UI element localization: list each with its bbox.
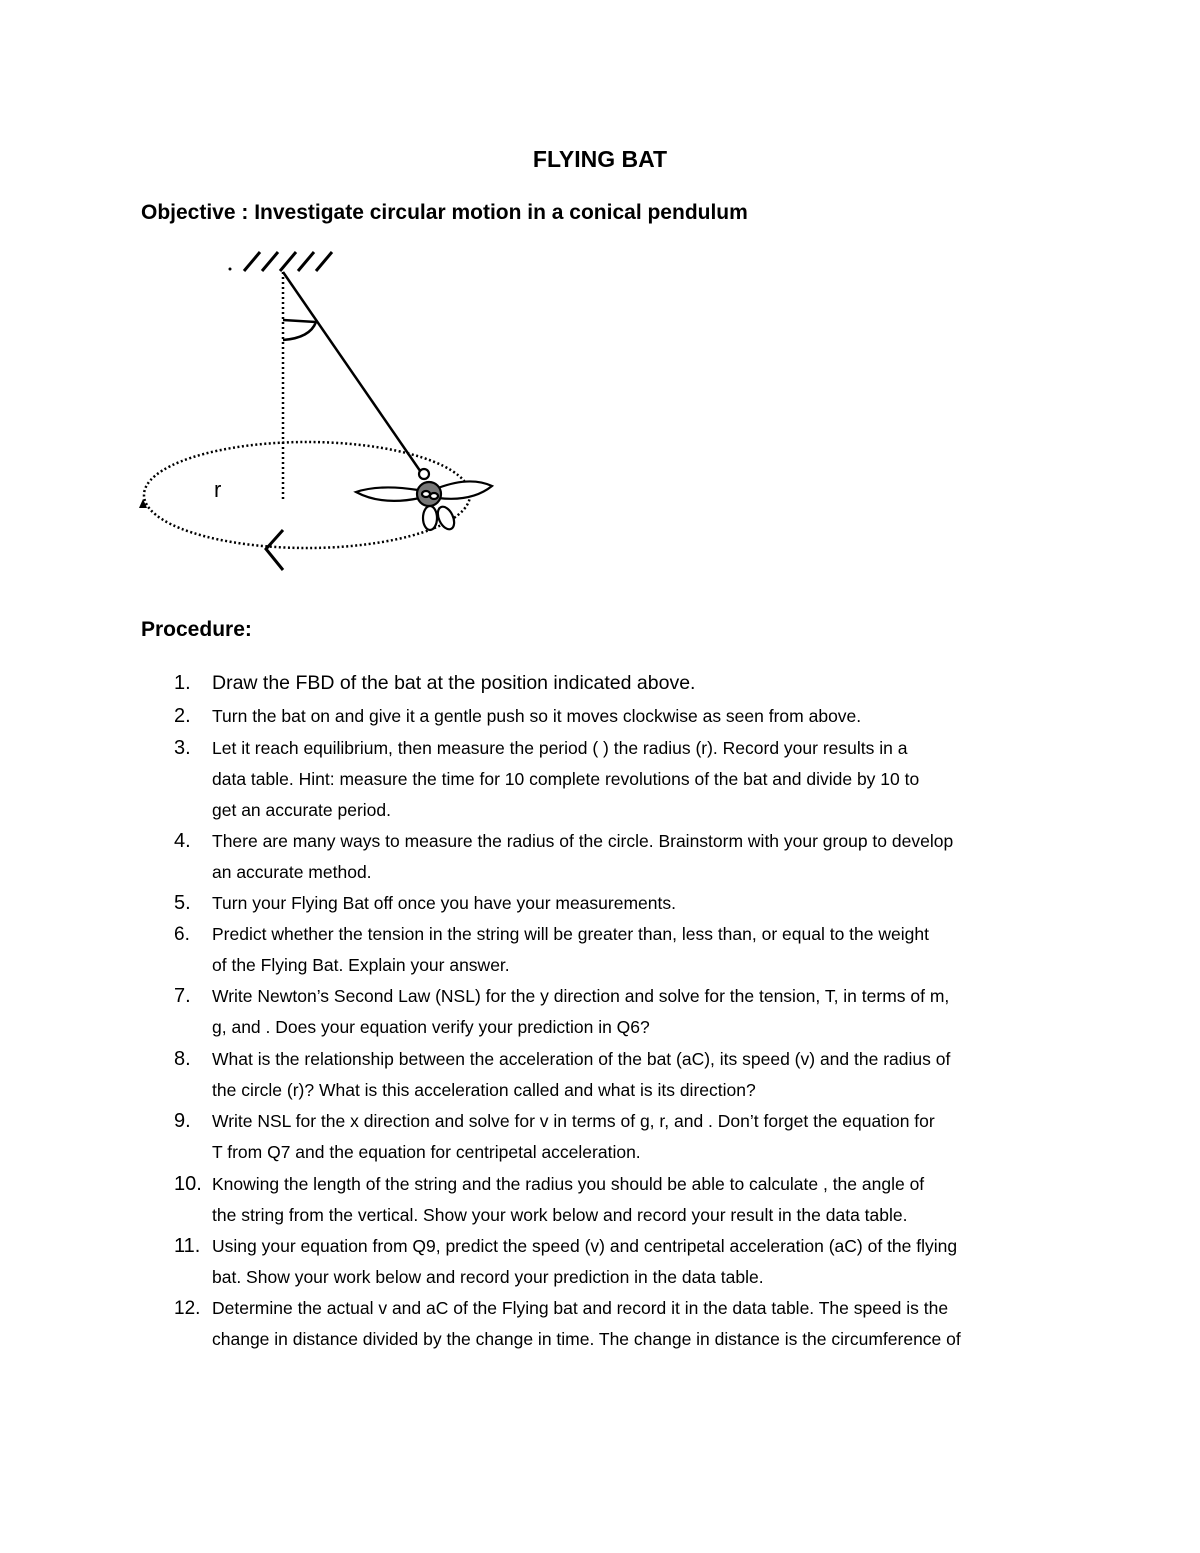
page-title: FLYING BAT bbox=[532, 146, 668, 172]
ceiling-hatch bbox=[229, 252, 333, 271]
radius-label: r bbox=[214, 477, 222, 502]
step-text: Predict whether the tension in the string will be greater than, less than, or equal to the weight of the Flying Bat. Explain your answer. bbox=[212, 924, 929, 975]
objective-heading: Objective : Investigate circular motion in a conical pendulum bbox=[141, 201, 748, 224]
step-number: 6. bbox=[174, 924, 190, 945]
conical-pendulum-diagram bbox=[120, 240, 520, 580]
procedure-heading: Procedure: bbox=[141, 618, 252, 641]
step-text: Let it reach equilibrium, then measure the period ( ) the radius (r). Record your results in a data table. Hint: measure the time for 10 complete revolutions of the bat and divide by 10 to get an accurate period. bbox=[212, 738, 920, 820]
step-text: Knowing the length of the string and the radius you should be able to calculate , the angle of the string from the vertical. Show your work below and record your result in the data table. bbox=[212, 1174, 925, 1225]
step-text: Draw the FBD of the bat at the position indicated above. bbox=[212, 672, 696, 694]
step-number: 12. bbox=[174, 1298, 201, 1319]
step-number: 4. bbox=[174, 830, 191, 852]
step-number: 3. bbox=[174, 737, 191, 759]
step-number: 9. bbox=[174, 1110, 191, 1132]
step-text: Determine the actual v and aC of the Flying bat and record it in the data table. The speed is the change in distance divided by the change in time. The change in distance is the circumference of bbox=[212, 1298, 961, 1349]
step-text: What is the relationship between the acceleration of the bat (aC), its speed (v) and the radius of the circle (r)? What is this acceleration called and what is its direction? bbox=[212, 1049, 951, 1100]
step-number: 7. bbox=[174, 985, 191, 1007]
step-text: Write NSL for the x direction and solve for v in terms of g, r, and . Don’t forget the equation for T from Q7 and the equation for centripetal acceleration. bbox=[212, 1111, 935, 1162]
step-number: 8. bbox=[174, 1048, 191, 1070]
bat-icon bbox=[356, 469, 492, 532]
step-text: Turn the bat on and give it a gentle push so it moves clockwise as seen from above. bbox=[212, 706, 862, 726]
step-number: 2. bbox=[174, 705, 191, 727]
step-text: There are many ways to measure the radius of the circle. Brainstorm with your group to develop an accurate method. bbox=[212, 831, 954, 882]
pendulum-string bbox=[283, 272, 425, 478]
step-text: Turn your Flying Bat off once you have your measurements. bbox=[212, 893, 676, 913]
step-text: Using your equation from Q9, predict the speed (v) and centripetal acceleration (aC) of the flying bat. Show your work below and record your prediction in the data table. bbox=[212, 1236, 958, 1287]
angle-arc bbox=[283, 320, 316, 340]
direction-arrow bbox=[266, 530, 283, 570]
step-text: Write Newton’s Second Law (NSL) for the y direction and solve for the tension, T, in terms of m, g, and . Does your equation verify your prediction in Q6? bbox=[212, 986, 950, 1037]
step-number: 5. bbox=[174, 892, 191, 914]
step-number: 1. bbox=[174, 672, 191, 694]
step-number: 11. bbox=[174, 1235, 201, 1257]
step-number: 10. bbox=[174, 1173, 202, 1195]
